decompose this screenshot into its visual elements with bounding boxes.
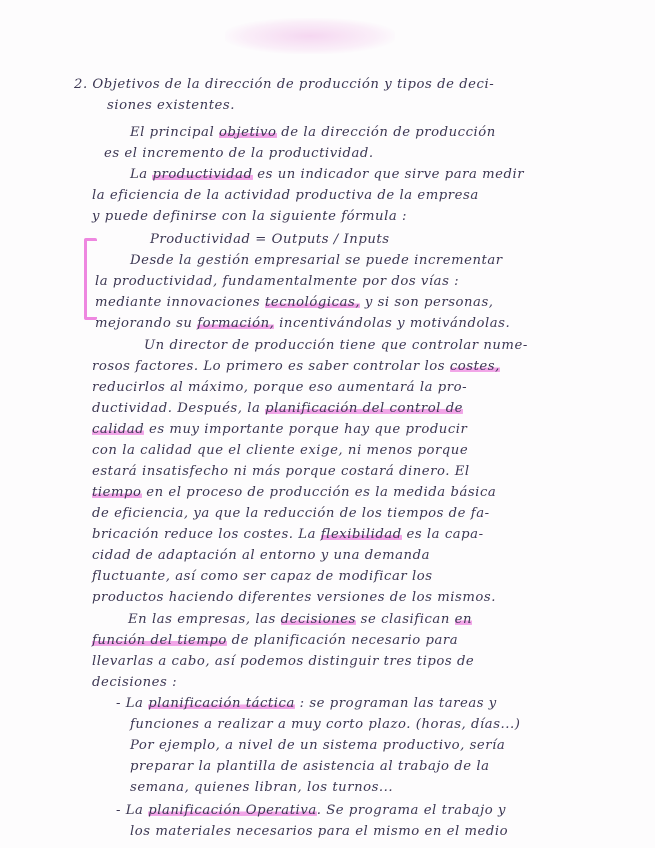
highlighted-term: planificación del control de — [265, 401, 464, 416]
text-line — [130, 252, 503, 270]
text-line — [92, 632, 458, 650]
text-line — [128, 611, 472, 629]
text-segment: incentivándolas y motivándolas. — [274, 316, 511, 331]
text-line — [74, 76, 494, 94]
text-segment: de la dirección de producción — [276, 125, 496, 140]
text-line — [92, 674, 177, 692]
text-segment: la eficiencia de la actividad productiva de la empresa — [92, 188, 479, 203]
text-segment: y puede definirse con la siguiente fórmula : — [92, 209, 407, 224]
text-segment: bricación reduce los costes. La — [92, 527, 321, 542]
text-segment: productos haciendo diferentes versiones de los mismos. — [92, 590, 496, 605]
text-segment: mediante innovaciones — [95, 295, 265, 310]
text-segment: Un director de producción tiene que controlar nume- — [144, 338, 528, 353]
highlighted-term: costes, — [449, 359, 500, 374]
text-line — [92, 187, 479, 205]
text-segment: estará insatisfecho ni más porque costará dinero. El — [92, 464, 470, 479]
text-line — [92, 358, 500, 376]
text-segment: de planificación necesario para — [226, 633, 459, 648]
text-line — [95, 315, 510, 333]
text-line — [130, 124, 496, 142]
text-segment: El principal — [130, 125, 219, 140]
text-line — [92, 421, 467, 439]
text-line — [107, 97, 235, 115]
text-segment: con la calidad que el cliente exige, ni menos porque — [92, 443, 469, 458]
text-line — [92, 463, 470, 481]
text-segment: En las empresas, las — [128, 612, 281, 627]
text-segment: se clasifican — [355, 612, 455, 627]
text-segment: - La — [116, 803, 149, 818]
highlighted-term: en — [454, 612, 473, 627]
text-line — [92, 568, 433, 586]
text-segment: cidad de adaptación al entorno y una demanda — [92, 548, 431, 563]
text-segment: los materiales necesarios para el mismo en el medio — [130, 824, 509, 839]
text-segment: fluctuante, así como ser capaz de modificar los — [92, 569, 433, 584]
text-segment: : se programan las tareas y — [294, 696, 497, 711]
text-line — [92, 208, 407, 226]
text-line — [92, 653, 474, 671]
text-segment: la productividad, fundamentalmente por dos vías : — [95, 274, 460, 289]
text-segment: reducirlos al máximo, porque eso aumentará la pro- — [92, 380, 468, 395]
pink-header-smudge — [225, 18, 395, 54]
text-line — [92, 526, 484, 544]
highlighted-term: función del tiempo — [92, 633, 227, 648]
highlighted-term: productividad — [152, 167, 253, 182]
text-segment: en el proceso de producción es la medida básica — [141, 485, 497, 500]
text-segment: semana, quienes libran, los turnos... — [130, 780, 394, 795]
text-line — [92, 589, 496, 607]
highlighted-term: calidad — [92, 422, 145, 437]
text-segment: 2. Objetivos de la dirección de producción y tipos de deci- — [74, 77, 495, 92]
text-line — [92, 379, 467, 397]
text-segment: llevarlas a cabo, así podemos distinguir tres tipos de — [92, 654, 475, 669]
text-segment: Productividad = Outputs / Inputs — [150, 232, 390, 247]
text-line — [144, 337, 528, 355]
text-segment: es muy importante porque hay que producir — [144, 422, 468, 437]
text-segment: La — [130, 167, 153, 182]
text-segment: . Se programa el trabajo y — [316, 803, 506, 818]
text-line — [92, 547, 430, 565]
highlighted-term: formación, — [197, 316, 275, 331]
text-segment: rosos factores. Lo primero es saber controlar los — [92, 359, 450, 374]
text-line — [95, 273, 459, 291]
highlighted-term: tecnológicas, — [264, 295, 361, 310]
highlighted-term: planificación táctica — [148, 696, 295, 711]
highlighted-term: flexibilidad — [320, 527, 402, 542]
text-line — [92, 400, 463, 418]
text-segment: preparar la plantilla de asistencia al trabajo de la — [130, 759, 490, 774]
text-segment: mejorando su — [95, 316, 198, 331]
text-line — [150, 231, 390, 249]
text-line — [130, 716, 520, 734]
text-segment: ductividad. Después, la — [92, 401, 266, 416]
highlighted-term: decisiones — [280, 612, 356, 627]
text-segment: - La — [116, 696, 149, 711]
text-line — [130, 758, 490, 776]
text-line — [92, 484, 496, 502]
highlighted-term: planificación Operativa — [148, 803, 317, 818]
text-segment: Por ejemplo, a nivel de un sistema productivo, sería — [130, 738, 506, 753]
text-line — [92, 442, 468, 460]
text-line — [95, 294, 494, 312]
text-line — [130, 779, 393, 797]
text-segment: es la capa- — [401, 527, 484, 542]
text-line — [130, 166, 524, 184]
text-segment: siones existentes. — [107, 98, 235, 113]
text-line — [116, 695, 497, 713]
text-segment: es el incremento de la productividad. — [104, 146, 374, 161]
highlighted-term: objetivo — [218, 125, 277, 140]
highlighted-term: tiempo — [92, 485, 142, 500]
text-segment: de eficiencia, ya que la reducción de los tiempos de fa- — [92, 506, 490, 521]
text-segment: funciones a realizar a muy corto plazo. (horas, días...) — [130, 717, 521, 732]
text-segment: decisiones : — [92, 675, 178, 690]
text-line — [130, 737, 505, 755]
text-line — [104, 145, 374, 163]
text-line — [92, 505, 490, 523]
text-segment: es un indicador que sirve para medir — [252, 167, 525, 182]
text-segment: y si son personas, — [360, 295, 494, 310]
text-segment: Desde la gestión empresarial se puede incrementar — [130, 253, 503, 268]
